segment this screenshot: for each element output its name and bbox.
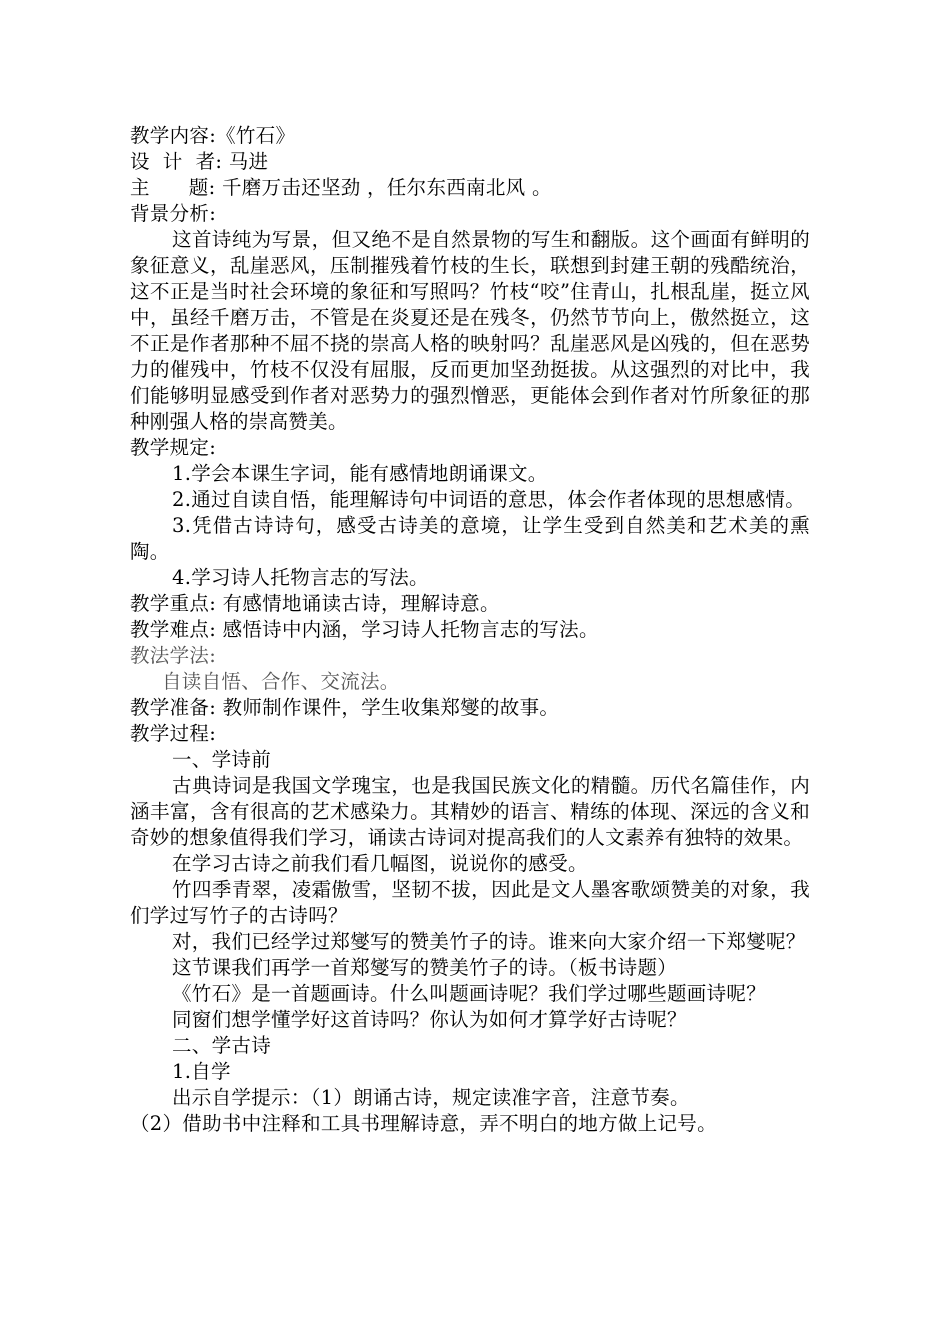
objective-item-2: 2.通过自读自悟，能理解诗句中词语的意思，体会作者体现的思想感情。 — [172, 488, 806, 511]
key-point-line: 教学重点: 有感情地诵读古诗，理解诗意。 — [130, 592, 500, 615]
process-paragraph-3: 竹四季青翠，凌霜傲雪，坚韧不拔，因此是文人墨客歌颂赞美的对象，我们学过写竹子的古诗吗？ — [130, 878, 810, 927]
self-study-prompt: 出示自学提示：（1）朗诵古诗，规定读准字音，注意节奏。 — [172, 1086, 690, 1109]
section-2-heading: 二、学古诗 — [172, 1034, 272, 1057]
document-page — [130, 123, 810, 1137]
preparation-line: 教学准备: 教师制作课件，学生收集郑燮的故事。 — [130, 696, 560, 719]
process-paragraph-6: 《竹石》是一首题画诗。什么叫题画诗呢？我们学过哪些题画诗呢？ — [172, 982, 767, 1005]
difficulty-line: 教学难点: 感悟诗中内涵，学习诗人托物言志的写法。 — [130, 618, 599, 641]
process-paragraph-5: 这节课我们再学一首郑燮写的赞美竹子的诗。（板书诗题） — [172, 956, 678, 979]
objective-item-1: 1.学会本课生字词，能有感情地朗诵课文。 — [172, 462, 548, 485]
theme-line: 主 题: 千磨万击还坚劲 ，任尔东西南北风 。 — [130, 176, 552, 199]
process-paragraph-4: 对，我们已经学过郑燮写的赞美竹子的诗。谁来向大家介绍一下郑燮呢？ — [172, 930, 806, 953]
self-study-prompt-2: （2）借助书中注释和工具书理解诗意，弄不明白的地方做上记号。 — [130, 1112, 717, 1135]
methods-heading: 教法学法: — [130, 644, 217, 667]
process-paragraph-7: 同窗们想学懂学好这首诗吗？你认为如何才算学好古诗呢？ — [172, 1008, 687, 1031]
section-1-heading: 一、学诗前 — [172, 748, 272, 771]
designer-line: 设 计 者: 马进 — [130, 150, 269, 173]
process-paragraph-1: 古典诗词是我国文学瑰宝，也是我国民族文化的精髓。历代名篇佳作，内涵丰富，含有很高的艺术感染力。其精妙的语言、精练的体现、深远的含义和奇妙的想象值得我们学习，诵读古诗词对提高我们的人文素养有独特的效果。 — [130, 774, 810, 849]
teaching-content-line: 教学内容:《竹石》 — [130, 124, 296, 147]
methods-text: 自读自悟、合作、交流法。 — [162, 670, 400, 693]
background-heading: 背景分析: — [130, 202, 217, 225]
process-paragraph-2: 在学习古诗之前我们看几幅图，说说你的感受。 — [172, 852, 588, 875]
objective-item-4: 4.学习诗人托物言志的写法。 — [172, 566, 429, 589]
objective-item-3: 3.凭借古诗诗句，感受古诗美的意境，让学生受到自然美和艺术美的熏陶。 — [130, 514, 810, 563]
background-paragraph: 这首诗纯为写景，但又绝不是自然景物的写生和翻版。这个画面有鲜明的象征意义，乱崖恶风，压制摧残着竹枝的生长，联想到封建王朝的残酷统治，这不正是当时社会环境的象征和写照吗？竹枝“咬”住青山，扎根乱崖，挺立风中，虽经千磨万击，不管是在炎夏还是在残冬，仍然节节向上，傲然挺立，这不正是作者那种不屈不挠的崇高人格的映射吗？乱崖恶风是凶残的，但在恶势力的催残中，竹枝不仅没有屈服，反而更加坚劲挺拔。从这强烈的对比中，我们能够明显感受到作者对恶势力的强烈憎恶，更能体会到作者对竹所象征的那种刚强人格的崇高赞美。 — [130, 228, 810, 433]
objectives-heading: 教学规定: — [130, 436, 217, 459]
process-heading: 教学过程: — [130, 722, 217, 745]
subsection-self-study: 1.自学 — [172, 1060, 231, 1083]
